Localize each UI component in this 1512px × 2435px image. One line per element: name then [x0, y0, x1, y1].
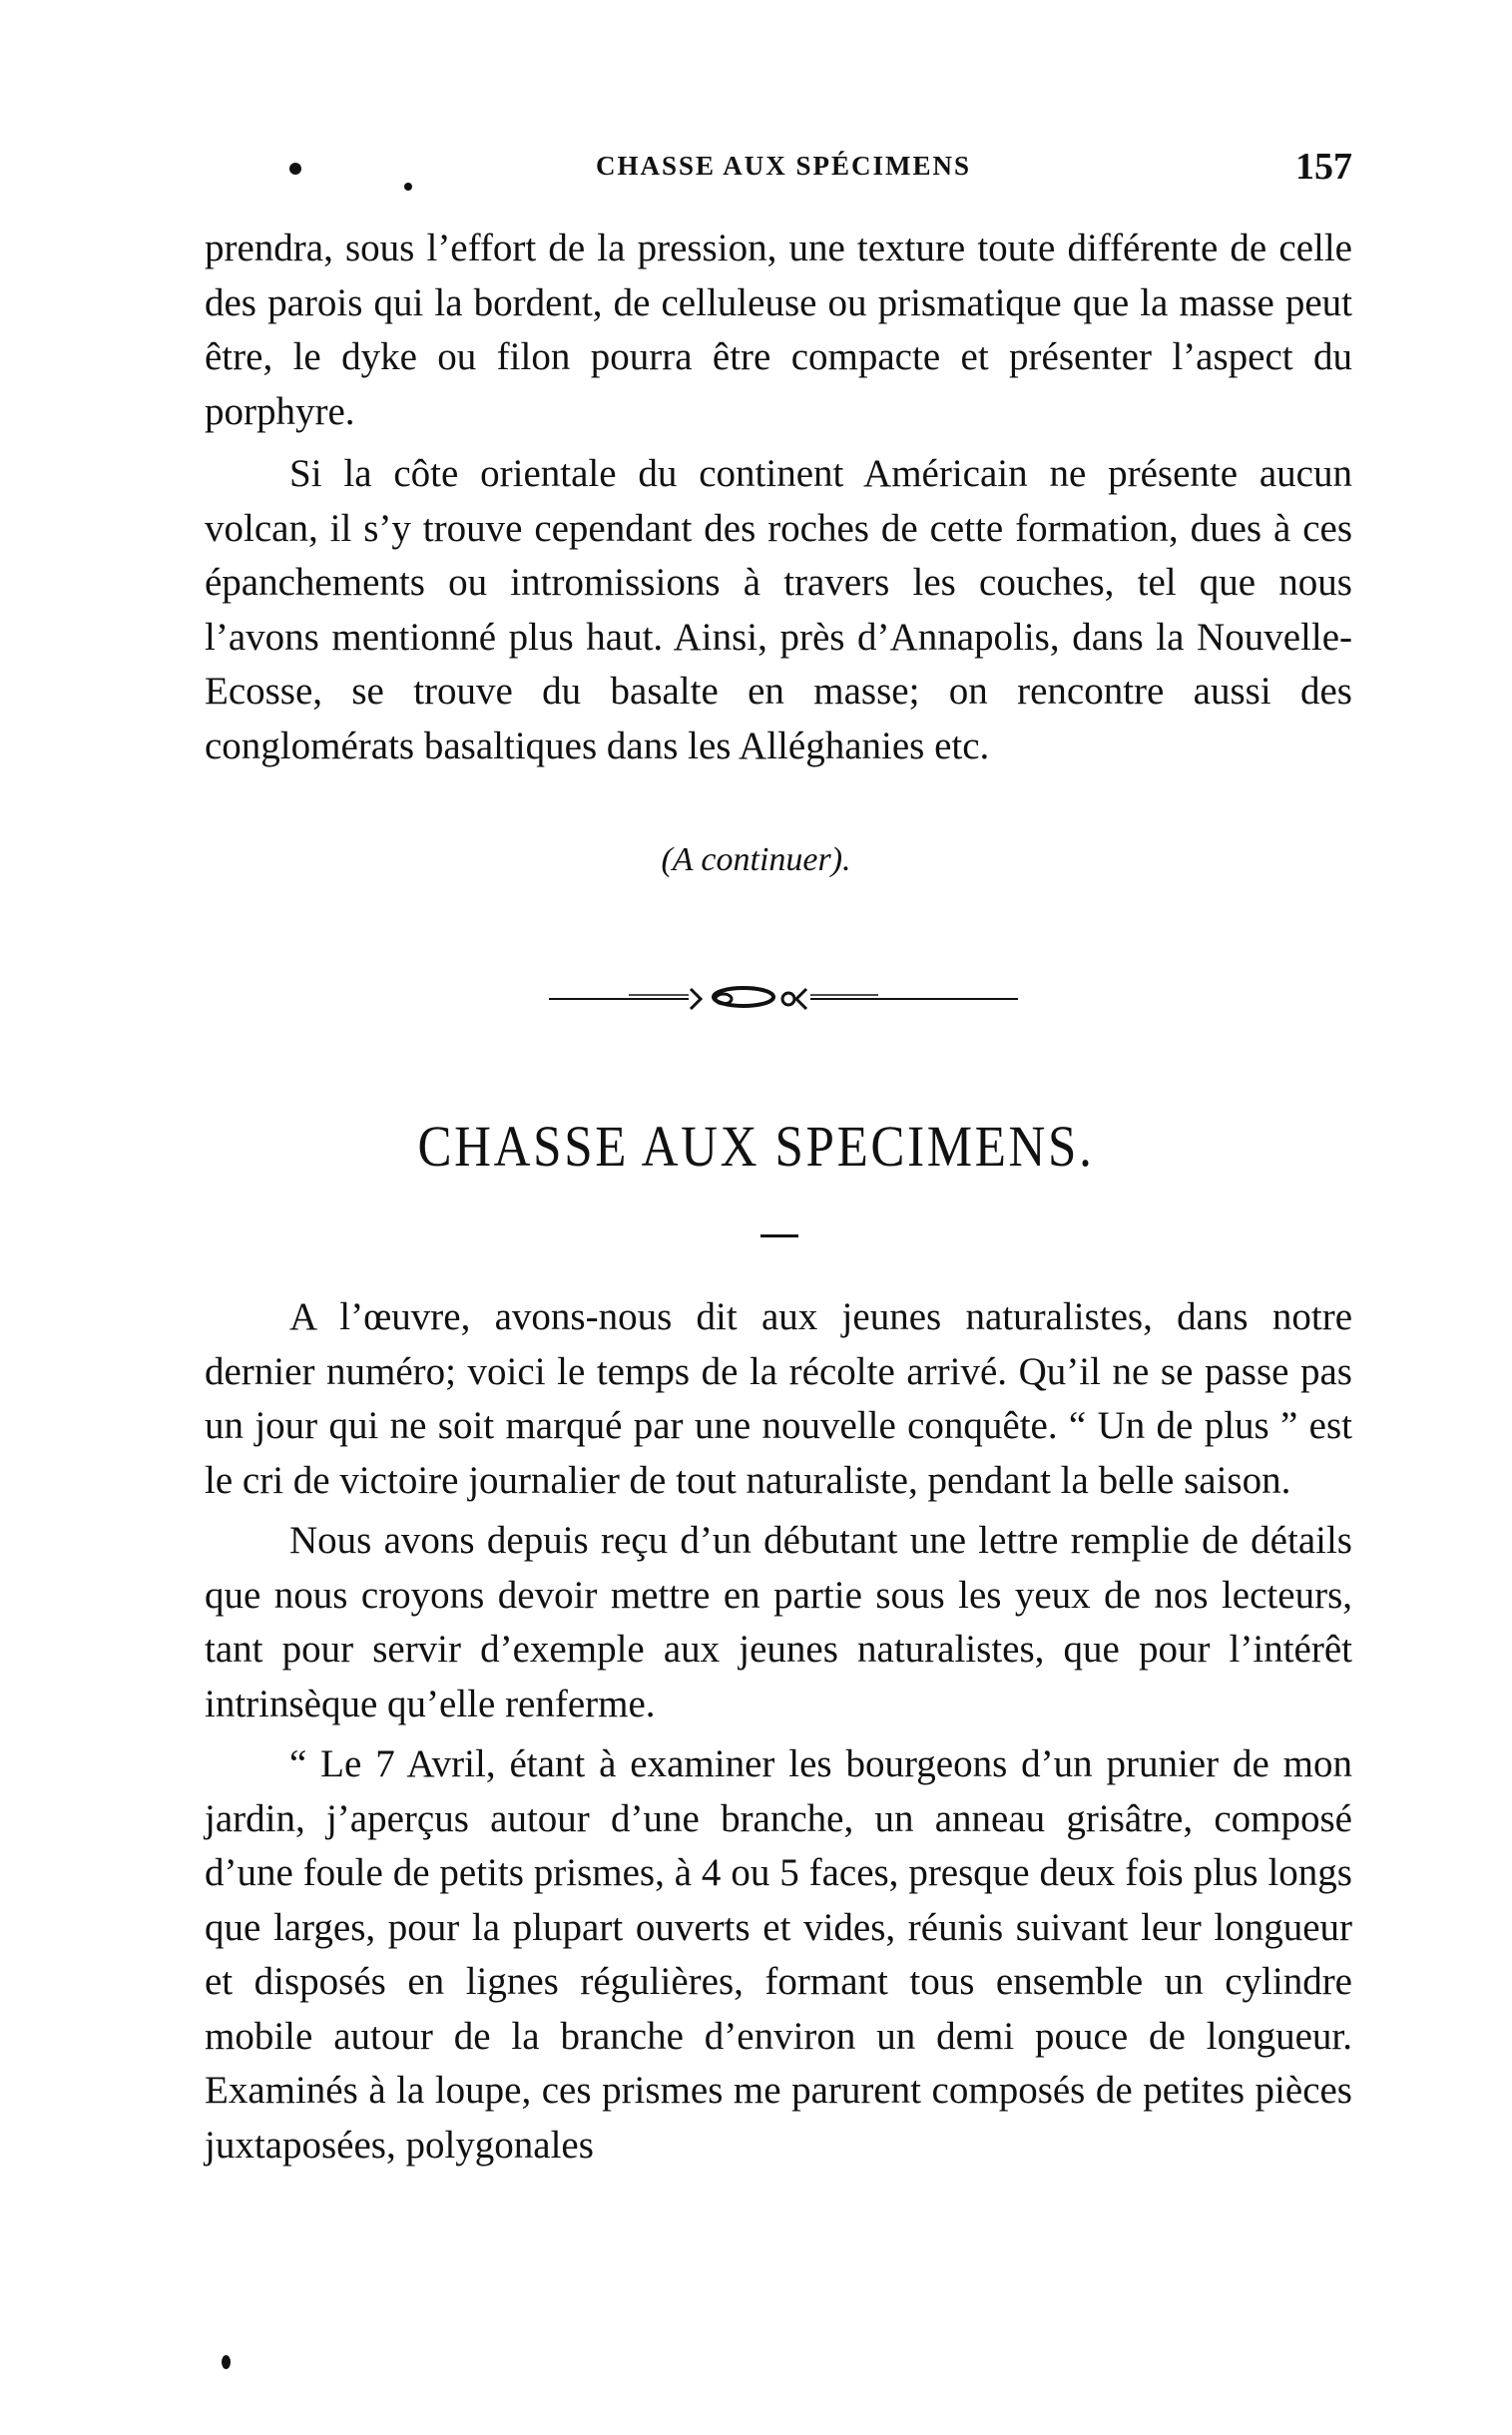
paragraph: prendra, sous l’effort de la pression, une texture toute différente de celle des parois qui la bordent, de celluleuse ou prismatique que la masse peut être, le dyke ou filon pourra être compacte et présenter l’aspect du porphyre.	[205, 227, 1352, 433]
paragraph: “ Le 7 Avril, étant à examiner les bourgeons d’un prunier de mon jardin, j’aperçus autour d’une branche, un anneau grisâtre, composé d’une foule de petits prismes, à 4 ou 5 faces, presque deux fois plus longs que larges, pour la plupart ouverts et vides, réunis suivant leur longueur et disposés en lignes régulières, formant tous ensemble un cylindre mobile autour de la branche d’environ un demi pouce de longueur. Examinés à la loupe, ces prismes me parurent composés de petites pièces juxtaposées, polygonales	[205, 1742, 1352, 2167]
running-head-title: CHASSE AUX SPÉCIMENS	[595, 151, 972, 181]
ink-dot	[222, 2355, 231, 2369]
section-title: CHASSE AUX SPECIMENS.	[417, 1114, 1095, 1179]
paragraph: Si la côte orientale du continent Américain ne présente aucun volcan, il s’y trouve cependant des roches de cette formation, dues à ces épanchements ou intromissions à travers les couches, tel que nous l’avons mentionné plus haut. Ainsi, près d’Annapolis, dans la Nouvelle-Ecosse, se trouve du basalte en masse; on rencontre aussi des conglomérats basaltiques dans les Alléghanies etc.	[205, 452, 1352, 767]
ornament-divider-icon	[549, 973, 1018, 1023]
page-number: 157	[1295, 146, 1352, 188]
title-dash	[760, 1234, 798, 1237]
paragraph: A l’œuvre, avons-nous dit aux jeunes naturalistes, dans notre dernier numéro; voici le temps de la récolte arrivé. Qu’il ne se passe pas un jour qui ne soit marqué par une nouvelle conquête. “ Un de plus ” est le cri de victoire journalier de tout naturaliste, pendant la belle saison.	[205, 1295, 1352, 1502]
paragraph: Nous avons depuis reçu d’un débutant une lettre remplie de détails que nous croyons devoir mettre en partie sous les yeux de nos lecteurs, tant pour servir d’exemple aux jeunes naturalistes, que pour l’intérêt intrinsèque qu’elle renferme.	[205, 1519, 1352, 1725]
article1-body	[205, 222, 1352, 773]
continue-note: (A continuer).	[661, 841, 851, 878]
running-head	[205, 145, 1362, 195]
ink-dot	[404, 183, 412, 191]
article2-body	[205, 1290, 1352, 2173]
